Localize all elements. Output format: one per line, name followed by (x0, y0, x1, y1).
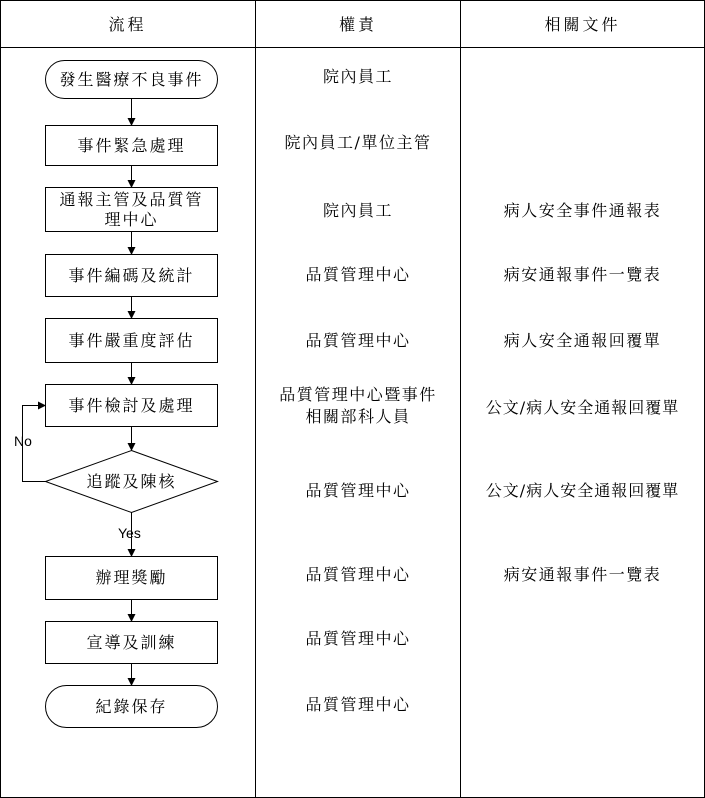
node-report-line2: 理中心 (104, 209, 159, 229)
doc-row-7: 公文/病人安全通報回覆單 (485, 481, 680, 500)
resp-row-8: 品質管理中心 (305, 565, 411, 584)
doc-row-4: 病安通報事件一覽表 (503, 265, 662, 284)
yes-label: Yes (118, 525, 141, 541)
header-responsibility: 權責 (338, 14, 377, 34)
doc-row-6: 公文/病人安全通報回覆單 (485, 398, 680, 417)
resp-row-9: 品質管理中心 (305, 629, 411, 648)
node-training: 宣導及訓練 (86, 632, 177, 652)
resp-row-1: 院內員工 (322, 67, 393, 86)
node-decision: 追蹤及陳核 (86, 472, 177, 491)
node-report (46, 188, 217, 231)
resp-row-10: 品質管理中心 (305, 695, 411, 714)
node-coding: 事件編碼及統計 (68, 265, 195, 285)
doc-row-8: 病安通報事件一覽表 (503, 565, 662, 584)
node-reward: 辦理獎勵 (95, 568, 168, 587)
resp-row-3: 院內員工 (322, 201, 393, 220)
resp-row-2: 院內員工/單位主管 (284, 133, 432, 152)
node-emergency: 事件緊急處理 (77, 135, 186, 155)
node-report-line1: 通報主管及品質管 (59, 189, 204, 209)
resp-row-7: 品質管理中心 (305, 481, 411, 500)
doc-row-3: 病人安全事件通報表 (503, 201, 662, 220)
node-review: 事件檢討及處理 (68, 395, 195, 415)
doc-row-5: 病人安全通報回覆單 (503, 331, 662, 350)
no-label: No (14, 433, 32, 449)
node-record: 紀錄保存 (95, 696, 168, 716)
node-start: 發生醫療不良事件 (59, 69, 204, 89)
resp-row-6 (256, 381, 460, 431)
resp-row-4: 品質管理中心 (305, 265, 411, 284)
node-severity: 事件嚴重度評估 (68, 330, 195, 350)
resp-row-6-line1: 品質管理中心暨事件 (279, 385, 437, 404)
header-documents: 相關文件 (544, 14, 621, 34)
header-process: 流程 (108, 14, 147, 34)
resp-row-6-line2: 相關部科人員 (305, 407, 411, 426)
resp-row-5: 品質管理中心 (305, 331, 411, 350)
